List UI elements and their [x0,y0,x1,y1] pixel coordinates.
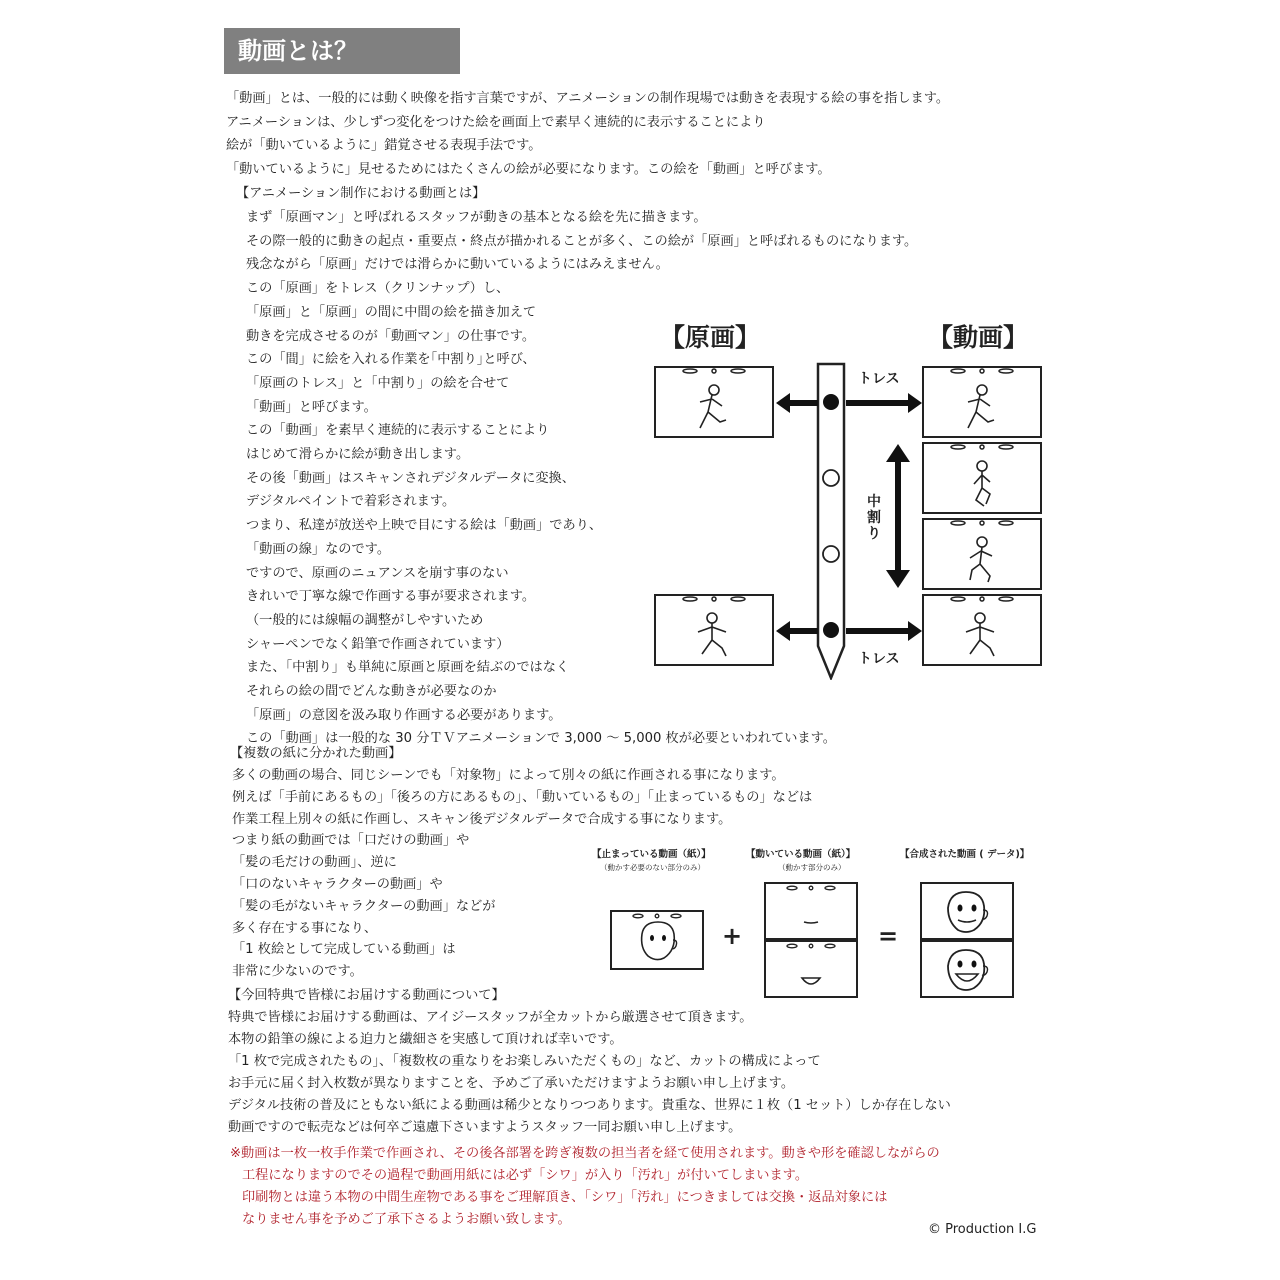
intro-line: アニメーションは、少しずつ変化をつけた絵を画面上で素早く連続的に表示することにより [226,114,766,130]
nakawari-label: 中割り [867,494,881,542]
douga-label: 【動画】 [928,323,1029,352]
face-icon [922,884,1012,938]
body-line: まず「原画マン」と呼ばれるスタッフが動きの基本となる絵を先に描きます。 [246,210,707,225]
intro-line: 絵が「動いているように」錯覚させる表現手法です。 [226,138,542,153]
mouth-closed-icon [766,884,856,938]
body-line: この「動画」は一般的な 30 分ＴＶアニメーションで 3,000 ～ 5,000 枚が必要といわれています。 [246,731,836,747]
static-subheading: （動かす必要のない部分のみ） [600,863,705,872]
body-line: デジタル技術の普及にともない紙による動画は稀少となりつつあります。貴重な、世界に１枚（1 セット）しか存在しない [228,1098,951,1113]
trace-label-top: トレス [858,371,900,387]
body-line: きれいで丁寧な線で作画する事が要求されます。 [246,589,536,605]
body-line: 特典で皆様にお届けする動画は、アイジースタッフが全カットから厳選させて頂きます。 [228,1010,753,1025]
note-line: ※動画は一枚一枚手作業で作画され、その後各部署を跨ぎ複数の担当者を経て使用されます。動きや形を確認しながらの [230,1146,940,1161]
page-title: 動画とは？ [224,28,460,74]
stick-figure-icon [924,596,1040,664]
body-line: 多くの動画の場合、同じシーンでも「対象物」によって別々の紙に作画される事になります。 [232,768,785,783]
moving-subheading: （動かす部分のみ） [778,863,846,872]
intro-line: 「動画」とは、一般的には動く映像を指す言葉ですが、アニメーションの制作現場では動きを表現する絵の事を指します。 [226,91,950,106]
trace-label-bottom: トレス [858,651,900,667]
body-line: 「髪の毛だけの動画」、逆に [232,855,397,871]
genga-frame-bottom [654,594,774,666]
body-line: 本物の鉛筆の線による迫力と繊細さを実感して頂ければ幸いです。 [228,1032,623,1047]
copyright: © Production I.G [928,1222,1037,1237]
stick-figure-icon [656,596,772,664]
body-line: 動きを完成させるのが「動画マン」の仕事です。 [246,328,536,344]
stick-figure-icon [656,368,772,436]
body-line: 例えば「手前にあるもの」「後ろの方にあるもの」、「動いているもの」「止まっているもの」などは [232,789,813,805]
body-line: デジタルペイントで着彩されます。 [246,494,456,510]
body-line: はじめて滑らかに絵が動き出します。 [246,447,470,462]
body-line: 「原画」と「原画」の間に中間の絵を描き加えて [246,304,537,320]
body-line: 「1 枚絵として完成している動画」は [232,942,456,958]
body-line: 「動画」と呼びます。 [246,399,377,415]
body-line: つまり紙の動画では「口だけの動画」や [232,833,470,849]
body-line: この「動画」を素早く連続的に表示することにより [246,423,550,439]
mouth-open-icon [766,942,856,996]
arrow-both-icon [776,388,922,418]
combined-frame-1 [920,882,1014,940]
body-line: その際一般的に動きの起点・重要点・終点が描かれることが多く、この絵が「原画」と呼ばれるものになります。 [246,233,918,249]
stick-figure-icon [924,520,1040,588]
body-line: 「髪の毛がないキャラクターの動画」などが [232,898,496,914]
combined-frame-2 [920,940,1014,998]
body-line: それらの絵の間でどんな動きが必要なのか [246,684,497,699]
douga-frame-1 [922,366,1042,438]
moving-frame-1 [764,882,858,940]
body-line: この「原画」をトレス（クリンナップ）し、 [246,281,510,297]
body-line: その後「動画」はスキャンされデジタルデータに変換、 [246,470,575,486]
note-line: 印刷物とは違う本物の中間生産物である事をご理解頂き、「シワ」「汚れ」につきましては交換・返品対象には [242,1190,888,1205]
section-heading: 【今回特典で皆様にお届けする動画について】 [228,988,505,1003]
genga-label: 【原画】 [660,323,761,352]
body-line: 多く存在する事になり、 [232,920,378,936]
body-line: 「原画」の意図を汲み取り作画する必要があります。 [246,707,562,723]
body-line: つまり、私達が放送や上映で目にする絵は「動画」であり、 [246,518,603,534]
intro-line: 「動いているように」見せるためにはたくさんの絵が必要になります。この絵を「動画」と呼びます。 [226,161,831,177]
body-line: 非常に少ないのです。 [232,964,363,980]
body-line: 残念ながら「原画」だけでは滑らかに動いているようにはみえません。 [246,257,669,273]
moving-heading: 【動いている動画（紙）】 [746,849,856,860]
face-no-mouth-icon [612,912,702,968]
static-heading: 【止まっている動画（紙）】 [592,849,711,860]
section-heading: 【アニメーション制作における動画とは】 [236,186,486,201]
body-line: 作業工程上別々の紙に作画し、スキャン後デジタルデータで合成する事になります。 [232,811,732,827]
body-line: 「口のないキャラクターの動画」や [232,877,443,892]
genga-frame-top [654,366,774,438]
note-line: 工程になりますのでその過程で動画用紙には必ず「シワ」が入り「汚れ」が付いてしまいます。 [242,1168,809,1183]
plus-sign: + [722,922,743,950]
moving-frame-2 [764,940,858,998]
body-line: この「間」に絵を入れる作業を｢中割り｣と呼び、 [246,352,536,368]
static-frame [610,910,704,970]
body-line: お手元に届く封入枚数が異なりますことを、予めご了承いただけますようお願い申し上げます。 [228,1076,795,1091]
stick-figure-icon [924,368,1040,436]
body-line: 「動画の線」なのです。 [246,541,391,557]
equals-sign: = [878,922,899,950]
section-heading: 【複数の紙に分かれた動画】 [230,746,402,761]
note-line: なりません事を予めご了承下さるようお願い致します。 [242,1212,571,1227]
body-line: シャーペンでなく鉛筆で作画されています） [246,636,510,652]
body-line: 「1 枚で完成されたもの」、「複数枚の重なりをお楽しみいただくもの」など、カットの構成によって [228,1054,821,1069]
body-line: 「原画のトレス」と「中割り」の絵を合せて [246,375,510,391]
douga-frame-2 [922,442,1042,514]
body-line: 動画ですので転売などは何卒ご遠慮下さいますようスタッフ一同お願い申し上げます。 [228,1120,742,1135]
body-line: ですので、原画のニュアンスを崩す事のない [246,565,509,581]
arrow-vertical-icon [884,444,912,588]
douga-frame-4 [922,594,1042,666]
body-line: また、「中割り」も単純に原画と原画を結ぶのではなく [246,660,570,676]
combined-heading: 【合成された動画 ( データ)】 [900,849,1030,860]
face-smiling-icon [922,942,1012,996]
douga-frame-3 [922,518,1042,590]
stick-figure-icon [924,444,1040,512]
arrow-both-icon [776,616,922,646]
body-line: （一般的には線幅の調整がしやすいため [246,612,484,628]
